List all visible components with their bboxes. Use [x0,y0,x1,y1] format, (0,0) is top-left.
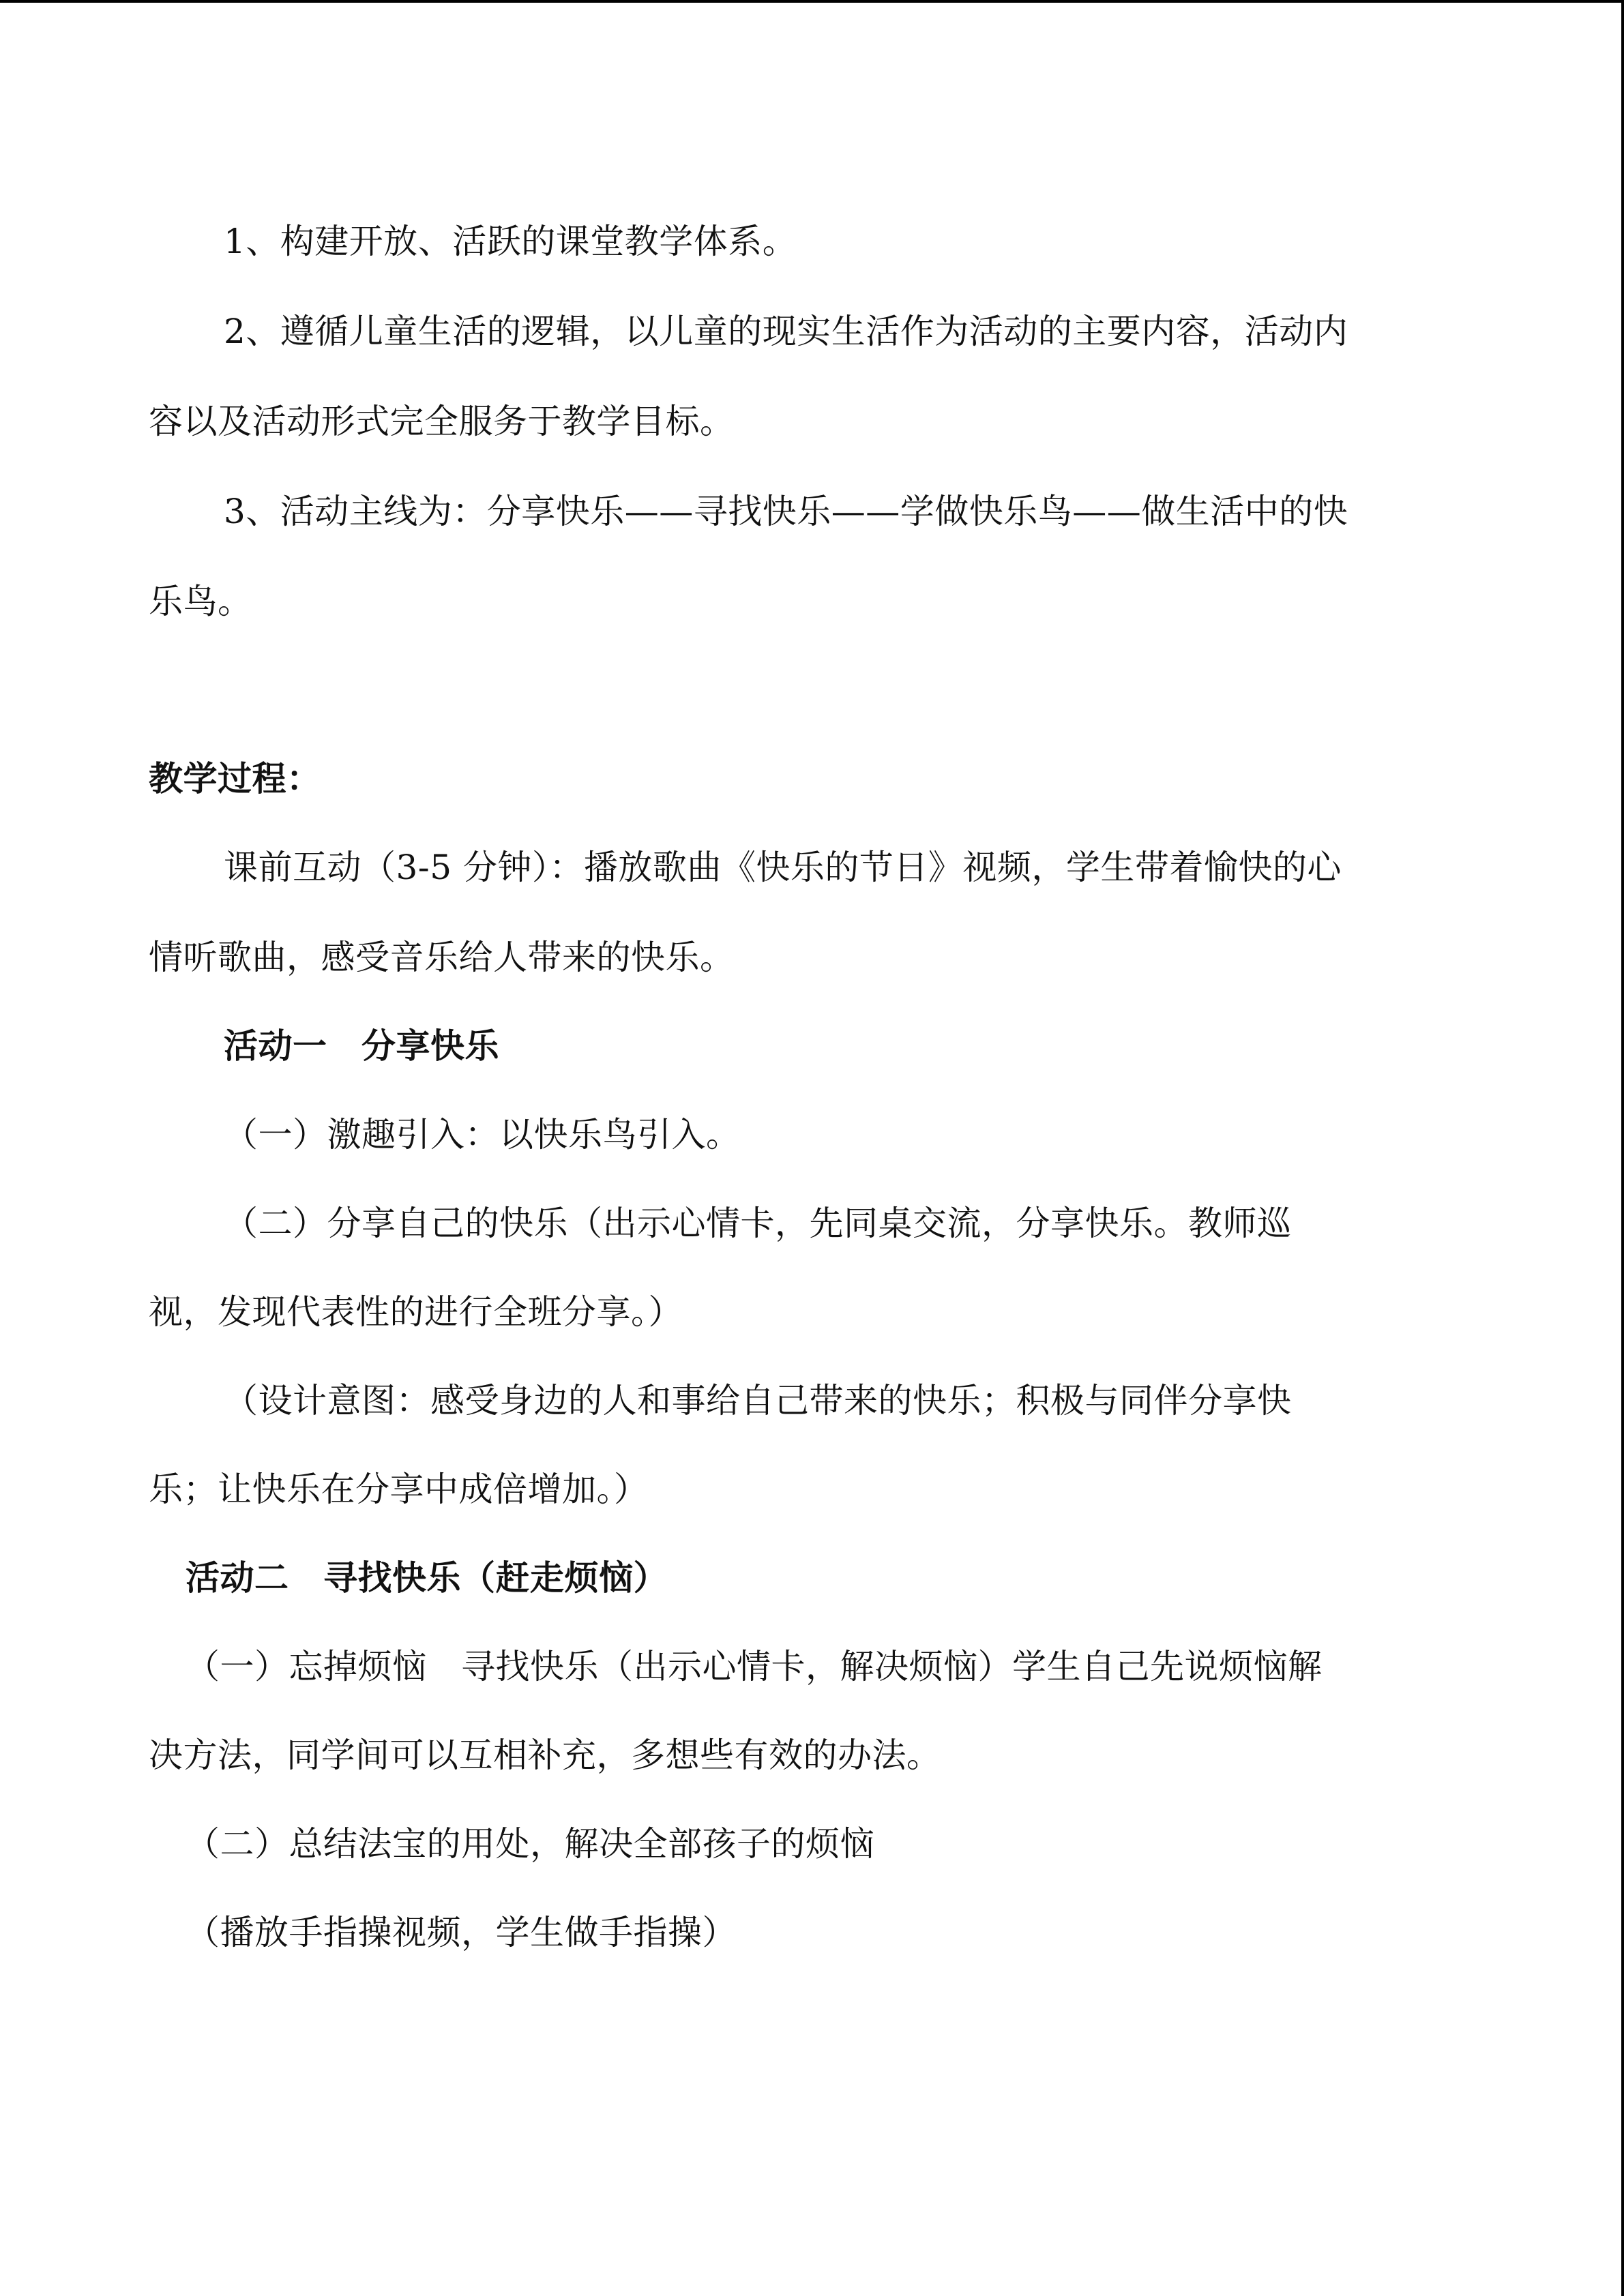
activity-1-step-2-line-1: （二）分享自己的快乐（出示心情卡，先同桌交流，分享快乐。教师巡 [224,1204,1292,1243]
finger-exercise-note: （播放手指操视频，学生做手指操） [186,1913,737,1952]
activity-2-step-1-line-1: （一）忘掉烦恼 寻找快乐（出示心情卡，解决烦恼）学生自己先说烦恼解 [186,1647,1323,1686]
principle-3-line-2: 乐鸟。 [149,582,252,621]
activity-1-step-2-line-2: 视，发现代表性的进行全班分享。） [149,1292,683,1332]
activity-2-step-2: （二）总结法宝的用处，解决全部孩子的烦恼 [186,1824,874,1864]
design-intent-line-1: （设计意图：感受身边的人和事给自己带来的快乐；积极与同伴分享快 [224,1381,1292,1420]
activity-2-heading: 活动二 寻找快乐（赶走烦恼） [186,1558,668,1598]
pre-class-line-2: 情听歌曲，感受音乐给人带来的快乐。 [149,938,735,977]
activity-1-step-1: （一）激趣引入：以快乐鸟引入。 [224,1115,741,1154]
design-intent-line-2: 乐；让快乐在分享中成倍增加。） [149,1470,649,1509]
principle-2-line-2: 容以及活动形式完全服务于教学目标。 [149,402,735,441]
principle-1: 1、构建开放、活跃的课堂教学体系。 [224,222,797,261]
principle-3-line-1: 3、活动主线为：分享快乐——寻找快乐——学做快乐鸟——做生活中的快 [224,492,1348,531]
activity-1-heading: 活动一 分享快乐 [224,1026,499,1066]
section-heading-teaching-process: 教学过程： [149,759,321,799]
activity-2-step-1-line-2: 决方法，同学间可以互相补充，多想些有效的办法。 [149,1735,941,1775]
pre-class-line-1: 课前互动（3-5 分钟）：播放歌曲《快乐的节日》视频，学生带着愉快的心 [224,848,1342,887]
principle-2-line-1: 2、遵循儿童生活的逻辑，以儿童的现实生活作为活动的主要内容，活动内 [224,312,1348,351]
